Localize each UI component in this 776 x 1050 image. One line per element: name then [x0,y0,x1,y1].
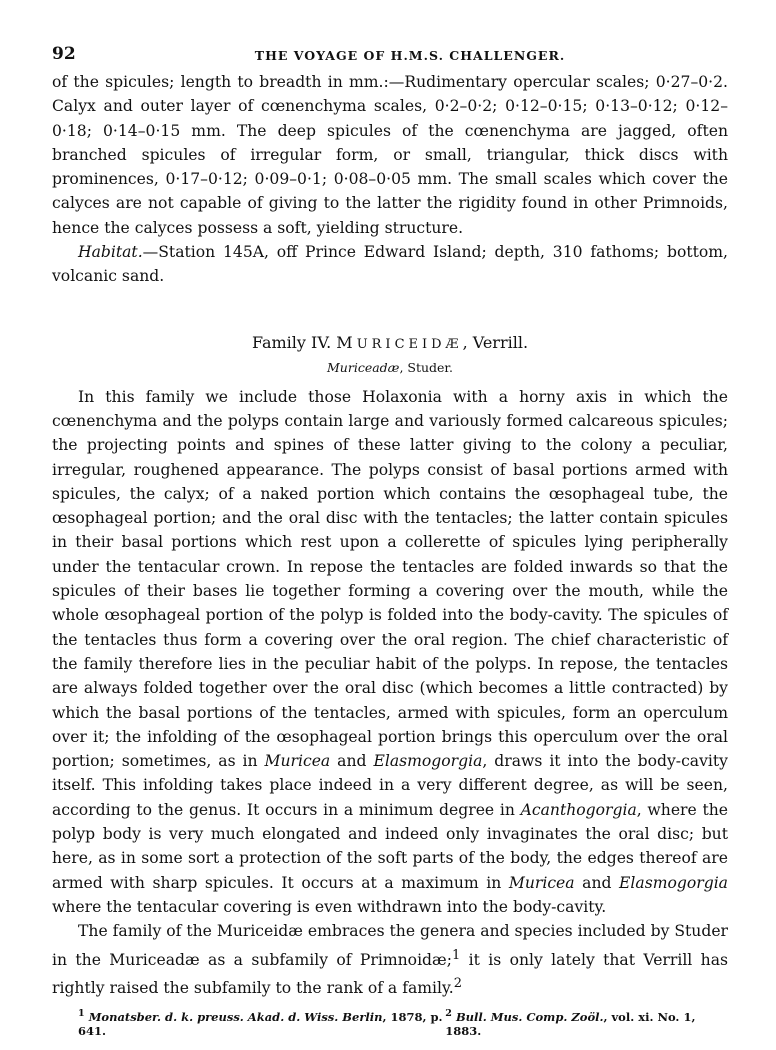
paragraph1-text-c: , where the polyp body is very much elongated and indeed only invaginates the oral disc; but here, as in some sort a protection of the soft parts of the body, the edges thereof are armed with sharp spicules. It occurs at a maximum in [52,800,728,892]
page-number: 92 [52,44,76,64]
synonym-author: , Studer. [399,359,453,375]
page-header [52,44,728,70]
footnote-ref[interactable]: 1 [451,947,461,963]
footnote-mark: 2 [445,1008,452,1020]
habitat-paragraph [52,240,728,289]
family-author: , Verrill. [462,332,529,352]
genus-elasmogorgia: Elasmogorgia [619,873,728,892]
paragraph2-text-b: it is only lately that Verrill has rightly raised the subfamily to the rank of a family. [52,950,728,998]
conjunction: and [574,873,620,892]
paragraph2-text-a: The family of the Muriceidæ embraces the genera and species included by Studer in the Muriceadæ as a subfamily of Primnoidæ; [52,922,728,969]
page [52,44,728,1038]
paragraph1-text-d: where the tentacular covering is even withdrawn into the body-cavity. [52,897,607,916]
paragraph1-text-a: In this family we include those Holaxonia with a horny axis in which the cœnenchyma and the polyps contain large and variously formed calcareous spicules; the projecting points and spines of these latter giving to the colony a peculiar, irregular, roughened appearance. The polyps consist of basal portions armed with spicules, the calyx; of a naked portion which contains the œsophageal tube, the œsophageal portion; and the oral disc with the tentacles; the latter contain spicules in their basal portions which rest upon a collerette of spicules lying peripherally under the tentacular crown. In repose the tentacles are folded inwards so that the spicules of their bases lie together forming a covering over the mouth, while the whole œsophageal portion of the polyp is folded into the body-cavity. The spicules of the tentacles thus form a covering over the oral region. The chief characteristic of the family therefore lies in the peculiar habit of the polyps. In repose, the tentacles are always folded together over the oral disc (which becomes a little contracted) by which the basal portions of the tentacles, armed with spicules, form an operculum over it; the infolding of the œsophageal portion brings this operculum over the oral portion; sometimes, as in [52,387,728,771]
footnote-1 [78,1008,445,1038]
genus-elasmogorgia: Elasmogorgia [373,752,483,771]
family-prefix: Family IV. [251,332,332,352]
family-synonym [52,357,728,379]
footnote-source: Bull. Mus. Comp. Zoöl. [455,1010,604,1025]
genus-muricea: Muricea [508,873,575,892]
genus-acanthogorgia: Acanthogorgia [520,800,637,819]
footnote-ref[interactable]: 2 [453,975,462,991]
conjunction: and [330,752,374,771]
footnote-detail: , 1878, p. 641. [78,1010,443,1039]
genus-muricea: Muricea [264,752,331,771]
family-name: MURICEIDÆ [336,332,463,352]
footnote-2 [445,1008,714,1038]
paragraph1-text-b: , draws it into the body-cavity itself. This infolding takes place indeed in a very different degree, as will be seen, according to the genus. It occurs in a minimum degree in [52,752,728,819]
footnote-mark: 1 [78,1008,85,1020]
footnote-detail: , vol. xi. No. 1, 1883. [445,1010,696,1039]
footnote-source: Monatsber. d. k. preuss. Akad. d. Wiss. Berlin [88,1010,383,1025]
habitat-text: —Station 145A, off Prince Edward Island; depth, 310 fathoms; bottom, volcanic sand. [52,243,728,286]
family-heading [52,331,728,357]
body-paragraph-2 [52,919,728,1000]
intro-paragraph: of the spicules; length to breadth in mm.:—Rudimentary opercular scales; 0·27–0·2. Calyx and outer layer of cœnenchyma scales, 0·2–0·2; 0·12–0·15; 0·13–0·12; 0·12–0·18; 0·14–0·15 mm. The deep spicules of the cœnenchyma are jagged, often branched spicules of irregular form, or small, triangular, thick discs with prominences, 0·17–0·12; 0·09–0·1; 0·08–0·05 mm. The small scales which cover the calyces are not capable of giving to the latter the rigidity found in other Primnoids, hence the calyces possess a soft, yielding structure. [52,73,728,237]
body-paragraph-1 [52,385,728,920]
habitat-label: Habitat. [78,243,143,262]
running-title: THE VOYAGE OF H.M.S. CHALLENGER. [254,48,566,63]
synonym-name: Muriceadæ [327,359,400,375]
footnotes [52,1008,728,1038]
